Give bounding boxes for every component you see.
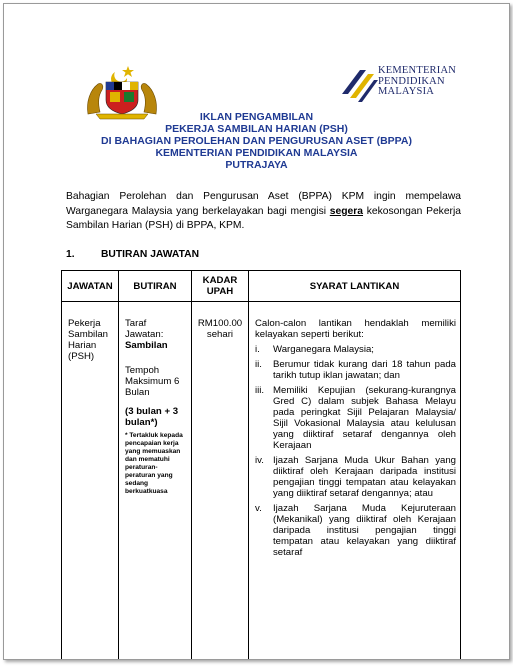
syarat-intro: Calon-calon lantikan hendaklah memiliki kelayakan seperti berikut:	[255, 318, 456, 340]
title-line-4: KEMENTERIAN PENDIDIKAN MALAYSIA	[155, 147, 358, 159]
kadar-unit: sehari	[206, 329, 234, 340]
title-line-3: DI BAHAGIAN PEROLEHAN DAN PENGURUSAN ASET (BPPA)	[101, 135, 412, 147]
req-number: v.	[255, 503, 262, 514]
title-line-1: IKLAN PENGAMBILAN	[199, 111, 314, 123]
header-syarat: SYARAT LANTIKAN	[249, 271, 461, 302]
cell-syarat	[249, 302, 461, 661]
intro-emphasis: segera	[329, 205, 364, 217]
req-text: Ijazah Sarjana Muda Kejuruteraan (Mekanikal) yang diiktiraf oleh Kerajaan daripada institusi pengajian tinggi tempatan atau kelayakan yang diiktiraf setaraf	[273, 503, 456, 558]
section-number: 1.	[66, 249, 75, 260]
req-number: ii.	[255, 359, 262, 370]
header-kadar: KADAR	[202, 275, 238, 286]
intro-text-after: kekosongan Pekerja Sambilan Harian (PSH) di BPPA, KPM.	[66, 205, 462, 231]
kpm-line-2: PENDIDIKAN	[378, 75, 445, 87]
kadar-amount: RM100.00	[197, 318, 243, 329]
list-item	[255, 385, 456, 451]
list-item	[255, 503, 456, 558]
req-number: i.	[255, 344, 260, 355]
header-upah: UPAH	[206, 286, 234, 297]
list-item	[255, 344, 456, 355]
kpm-wordmark	[378, 66, 456, 98]
req-number: iii.	[255, 385, 265, 396]
title-line-2: PEKERJA SAMBILAN HARIAN (PSH)	[165, 123, 348, 135]
butiran-note: * Tertakluk kepada pencapaian kerja yang memuaskan dan mematuhi peraturan-peraturan yang sedang berkuatkuasa	[125, 432, 183, 495]
header-jawatan: JAWATAN	[62, 271, 119, 302]
kpm-line-3: MALAYSIA	[378, 86, 435, 97]
taraf-value: Sambilan	[125, 340, 168, 351]
cell-kadar	[192, 302, 249, 661]
tempoh-text: Tempoh Maksimum 6 Bulan	[125, 365, 180, 398]
intro-text-before: Bahagian Perolehan dan Pengurusan Aset (BPPA) KPM ingin mempelawa Warganegara Malaysia yang berkelayakan bagi mengisi	[66, 191, 461, 217]
document-title	[4, 111, 509, 171]
req-text: Berumur tidak kurang dari 18 tahun pada tarikh tutup iklan jawatan; dan	[273, 359, 456, 381]
cell-jawatan: Pekerja Sambilan Harian (PSH)	[62, 302, 119, 661]
section-title: BUTIRAN JAWATAN	[101, 249, 200, 260]
taraf-label: Taraf Jawatan:	[125, 318, 164, 340]
req-text: Memiliki Kepujian (sekurang-kurangnya Gred C) dalam subjek Bahasa Melayu pada peringkat Sijil Pelajaran Malaysia/ Sijil Vokasional Malaysia atau kelulusan yang diiktiraf setaraf dengannya oleh Kerajaan	[273, 385, 456, 451]
intro-paragraph	[66, 190, 461, 234]
title-line-5: PUTRAJAYA	[225, 159, 288, 171]
kpm-line-1: KEMENTERIAN	[378, 65, 457, 76]
section-heading	[66, 249, 199, 260]
tempoh-detail: (3 bulan + 3 bulan*)	[125, 406, 179, 428]
cell-butiran	[119, 302, 192, 661]
req-number: iv.	[255, 455, 264, 466]
header-butiran: BUTIRAN	[119, 271, 192, 302]
table-row	[62, 302, 461, 661]
job-details-table	[61, 270, 461, 660]
table-header-row	[62, 271, 461, 302]
list-item	[255, 455, 456, 499]
header-kadar-upah	[192, 271, 249, 302]
list-item	[255, 359, 456, 381]
req-text: Warganegara Malaysia;	[273, 344, 374, 355]
req-text: Ijazah Sarjana Muda Ukur Bahan yang diiktiraf oleh Kerajaan daripada institusi pengajian tinggi tempatan atau kelayakan yang diiktiraf setaraf dengannya; atau	[273, 455, 456, 499]
document-page	[3, 3, 510, 660]
